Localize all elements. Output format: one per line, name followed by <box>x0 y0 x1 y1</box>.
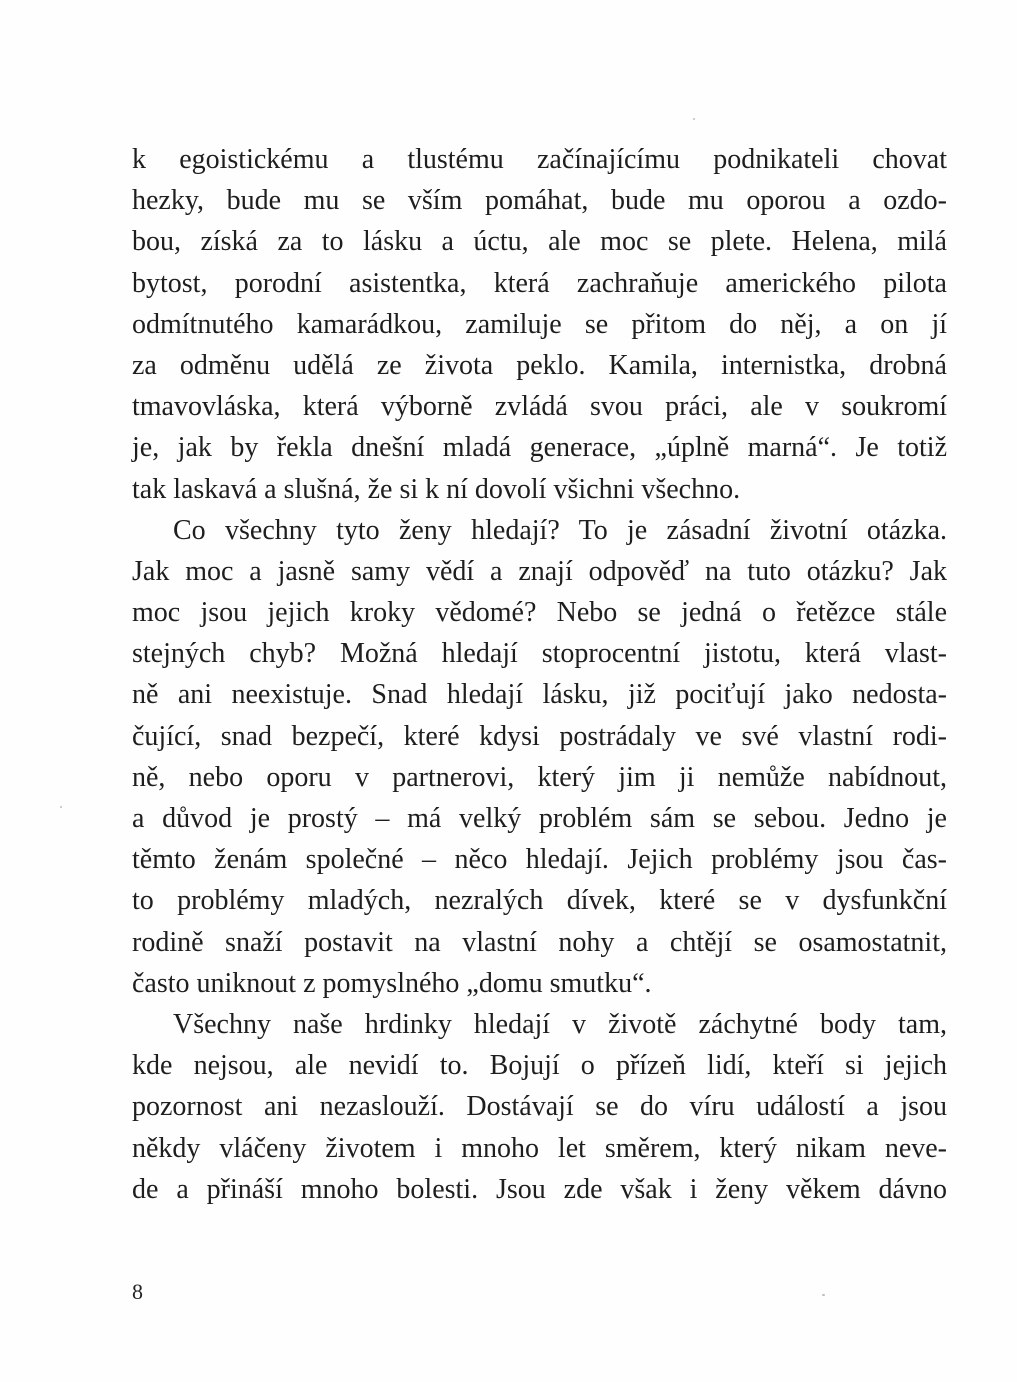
text-line: ně ani neexistuje. Snad hledají lásku, již pociťují jako nedosta- <box>132 679 947 711</box>
text-line: tmavovláska, která výborně zvládá svou práci, ale v soukromí <box>132 391 947 423</box>
text-line: k egoistickému a tlustému začínajícímu podnikateli chovat <box>132 144 947 175</box>
text-line: kde nejsou, ale nevidí to. Bojují o přízeň lidí, kteří si jejich <box>132 1050 947 1082</box>
text-line: bou, získá za to lásku a úctu, ale moc se plete. Helena, milá <box>132 226 947 258</box>
text-line: moc jsou jejich kroky vědomé? Nebo se jedná o řetězce stále <box>132 597 947 629</box>
text-line: pozornost ani nezaslouží. Dostávají se do víru událostí a jsou <box>132 1091 947 1123</box>
text-line: Všechny naše hrdinky hledají v životě záchytné body tam, <box>173 1008 947 1040</box>
text-line: de a přináší mnoho bolesti. Jsou zde však i ženy věkem dávno <box>132 1173 947 1205</box>
text-line: stejných chyb? Možná hledají stoprocentní jistotu, která vlast- <box>132 638 947 670</box>
text-line: a důvod je prostý – má velký problém sám se sebou. Jedno je <box>132 803 947 834</box>
text-line: je, jak by řekla dnešní mladá generace, „úplně marná“. Je totiž <box>132 432 947 464</box>
text-line: Jak moc a jasně samy vědí a znají odpověď na tuto otázku? Jak <box>132 555 947 587</box>
paragraph <box>132 1004 947 1210</box>
text-line: rodině snaží postavit na vlastní nohy a chtějí se osamostatnit, <box>132 926 947 958</box>
text-line: bytost, porodní asistentka, která zachraňuje amerického pilota <box>132 267 947 299</box>
text-line: často uniknout z pomyslného „domu smutku“. <box>132 967 652 999</box>
text-line: za odměnu udělá ze života peklo. Kamila, internistka, drobná <box>132 349 947 381</box>
text-line: někdy vláčeny životem i mnoho let směrem, který nikam neve- <box>132 1132 947 1164</box>
scan-speck <box>60 806 62 808</box>
text-line: čující, snad bezpečí, které kdysi postrádaly ve své vlastní rodi- <box>132 720 947 752</box>
text-line: tak laskavá a slušná, že si k ní dovolí všichni všechno. <box>132 473 741 505</box>
scan-speck <box>822 1294 825 1296</box>
text-line: to problémy mladých, nezralých dívek, které se v dysfunkční <box>132 885 947 917</box>
body-text <box>132 139 947 1210</box>
paragraph <box>132 139 947 510</box>
text-line: ně, nebo oporu v partnerovi, který jim ji nemůže nabídnout, <box>132 761 947 793</box>
scan-speck <box>693 118 695 120</box>
text-line: hezky, bude mu se vším pomáhat, bude mu oporou a ozdo- <box>132 185 947 217</box>
text-line: těmto ženám společné – něco hledají. Jejich problémy jsou čas- <box>132 844 947 876</box>
text-line: Co všechny tyto ženy hledají? To je zásadní životní otázka. <box>173 514 947 546</box>
paragraph <box>132 510 947 1004</box>
text-line: odmítnutého kamarádkou, zamiluje se přitom do něj, a on jí <box>132 308 947 340</box>
page-number: 8 <box>132 1279 143 1304</box>
